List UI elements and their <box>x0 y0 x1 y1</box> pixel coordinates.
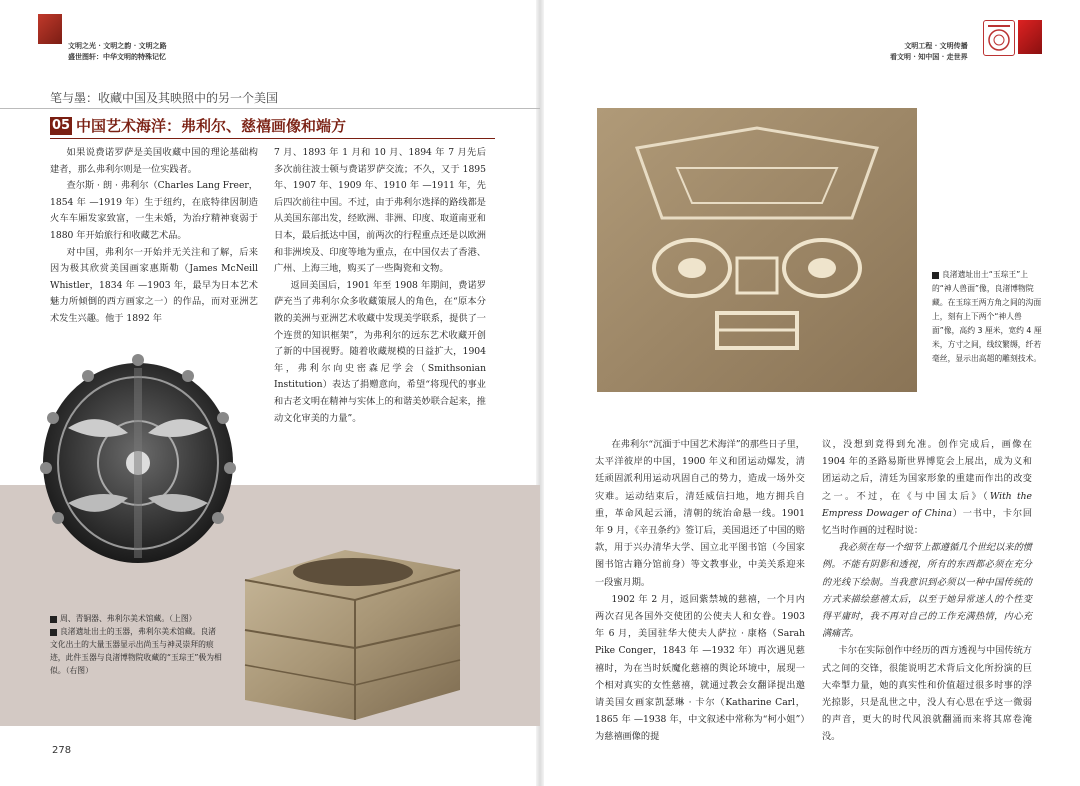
paragraph: 在弗利尔“沉湎于中国艺术海洋”的那些日子里，太平洋彼岸的中国，1900 年义和团运动爆发，清廷顽固派利用运动巩固自己的势力，造成一场外交灾难。运动结束后，清廷威信扫地，地方拥兵自重，革命风起云涌，清朝的统治命悬一线。1901 年 9 月，《辛丑条约》签订后，美国退还了中国的赔款，用于兴办清华大学、国立北平图书馆（今国家图书馆古籍分馆前身）等文教事业，中美关系迎来一段蜜月期。 <box>595 439 805 588</box>
paragraph: 查尔斯 · 朗 · 弗利尔（Charles Lang Freer，1854 年 —1919 年）生于纽约，在底特律因制造火车车厢发家致富，一生未婚，为治疗精神衰弱于1880 年开始旅行和收藏艺术品。 <box>50 180 258 241</box>
seal-logo <box>983 20 1015 56</box>
caption-text: 周、青铜器、弗利尔美术馆藏。（上图） <box>60 614 197 623</box>
paragraph: 如果说费诺罗萨是美国收藏中国的理论基础构建者，那么弗利尔则是一位实践者。 <box>50 147 258 175</box>
section-number: 05 <box>51 118 71 133</box>
caption-marker <box>50 616 57 623</box>
page-number: 278 <box>52 745 72 756</box>
header-right-line2: 看文明 · 知中国 · 走世界 <box>890 52 968 61</box>
paragraph: 对中国，弗利尔一开始并无关注和了解，后来因为极其欣赏美国画家惠斯勒（James McNeill Whistler，1834 年 —1903 年，最早为日本艺术魅力所倾倒的西方画家之一）的作品，而对亚洲艺术发生兴趣。他于 1892 年 <box>50 246 258 324</box>
caption-text: 良渚遗址出土的玉器，弗利尔美术馆藏。良渚文化出土的大量玉器显示出尚玉与神灵崇拜的痕迹，此件玉器与良渚博物院收藏的“玉琮王”极为相似。（右图） <box>50 627 222 675</box>
magazine-logo-right <box>1018 20 1042 54</box>
section-rule <box>50 138 495 139</box>
paragraph <box>822 436 1032 539</box>
caption-jade <box>50 625 222 677</box>
paragraph: 7 月、1893 年 1 月和 10 月、1894 年 7 月先后多次前往波士顿与费诺罗萨交流；不久，又于 1895 年、1907 年、1909 年、1910 年 —1911 年，先后四次前往中国。不过，由于弗利尔选择的路线都是从美国东部出发，经欧洲、非洲、印度、取道南亚和日本，最后抵达中国，前两次的行程重点还是以欧洲和非洲埃及、印度等地为重点，在中国仅去了香港、广州、上海三地，购买了一些陶瓷和文物。 <box>274 147 486 275</box>
book-title: With the Empress Dowager of China <box>822 490 1032 519</box>
left-column-1 <box>50 145 258 328</box>
jade-mask-icon <box>597 108 917 392</box>
header-left <box>68 40 167 62</box>
caption-marker <box>932 272 939 279</box>
header-left-line1: 文明之光 · 文明之韵 · 文明之路 <box>68 41 167 50</box>
caption-text: 良渚遗址出土“玉琮王”上的“神人兽面”像，良渚博物院藏。在玉琮王两方角之间的沟面上，刻有上下两个“神人兽面”像，高约 3 厘米，宽约 4 厘米，方寸之间，线纹繁缛，纤若毫丝，显示出高超的雕刻技术。 <box>932 270 1042 363</box>
right-column-2 <box>822 436 1032 746</box>
jade-cong-image <box>225 540 470 725</box>
text-run: 议，没想到竟得到允准。创作完成后，画像在 1904 年的圣路易斯世界博览会上展出，成为义和团运动之后，清廷为国家形象的重建而作出的改变之一。不过，在《与中国太后》（ <box>822 439 1032 502</box>
caption-bronze <box>50 612 222 625</box>
header-right <box>890 40 968 62</box>
caption-marker <box>50 629 57 636</box>
jade-mask-image <box>597 108 917 392</box>
running-subtitle: 笔与墨：收藏中国及其映照中的另一个美国 <box>50 91 279 105</box>
paragraph: 1902 年 2 月，返回紫禁城的慈禧，一个月内两次召见各国外交使团的公使夫人和女眷。1903 年 6 月，美国驻华大使夫人萨拉 · 康格（Sarah Pike Conger，1843 年 —1932 年）再次遇见慈禧时，为在当时妖魔化慈禧的舆论环境中，展现一个相对真实的女性慈禧，就通过教会女翻译提出邀请美国女画家凯瑟琳 · 卡尔（Katharine Carl，1865 年 —1938 年，中文叙述中常称为“柯小姐”）为慈禧画像的提 <box>595 593 805 743</box>
block-quote: 我必须在每一个细节上都遵循几个世纪以来的惯例。不能有阴影和透视，所有的东西都必须在充分的光线下绘制。当我意识到必须以一种中国传统的方式来描绘慈禧太后，以至于她异常迷人的个性变得平庸时，我不再对自己的工作充满热情，内心充满痛苦。 <box>822 542 1032 640</box>
bronze-disc-image <box>38 348 238 568</box>
right-column-1 <box>595 436 805 746</box>
header-left-line2: 盛世图轩：中华文明的特殊记忆 <box>68 52 166 61</box>
right-caption <box>932 268 1042 366</box>
left-column-2 <box>274 145 486 427</box>
jade-cong-icon <box>225 540 470 725</box>
left-captions <box>50 612 222 677</box>
magazine-logo-left <box>38 14 62 44</box>
text-run: ）一书中，卡尔回忆当时作画的过程时说： <box>822 507 1033 537</box>
section-title: 中国艺术海洋：弗利尔、慈禧画像和端方 <box>76 117 347 135</box>
seal-icon <box>984 21 1014 55</box>
paragraph: 返回美国后，1901 年至 1908 年期间，费诺罗萨充当了弗利尔众多收藏策展人的角色，在“原本分散的美洲与亚洲艺术收藏中发现美学联系，提供了一个连贯的知识框架”，为弗利尔的远东艺术收藏开创了新的中国视野。随着收藏规模的日益扩大，1904 年，弗利尔向史密森尼学会（Smithsonian Institution）表达了捐赠意向，希望“将现代的事业和古老文明在精神与实体上的和谐美妙联合起来，推动文化审美的力量”。 <box>274 279 486 424</box>
bronze-disc-icon <box>38 348 238 568</box>
header-right-line1: 文明工程 · 文明传播 <box>904 41 968 50</box>
paragraph: 卡尔在实际创作中经历的西方透视与中国传统方式之间的交锋，很能说明艺术背后文化所扮演的巨大牵掣力量，她的真实性和价值超过很多时事的浮光掠影，只是乱世之中，没人有心思在乎这一微弱的声音，更大的时代风浪就翻涌而来将其席卷淹没。 <box>822 645 1032 743</box>
